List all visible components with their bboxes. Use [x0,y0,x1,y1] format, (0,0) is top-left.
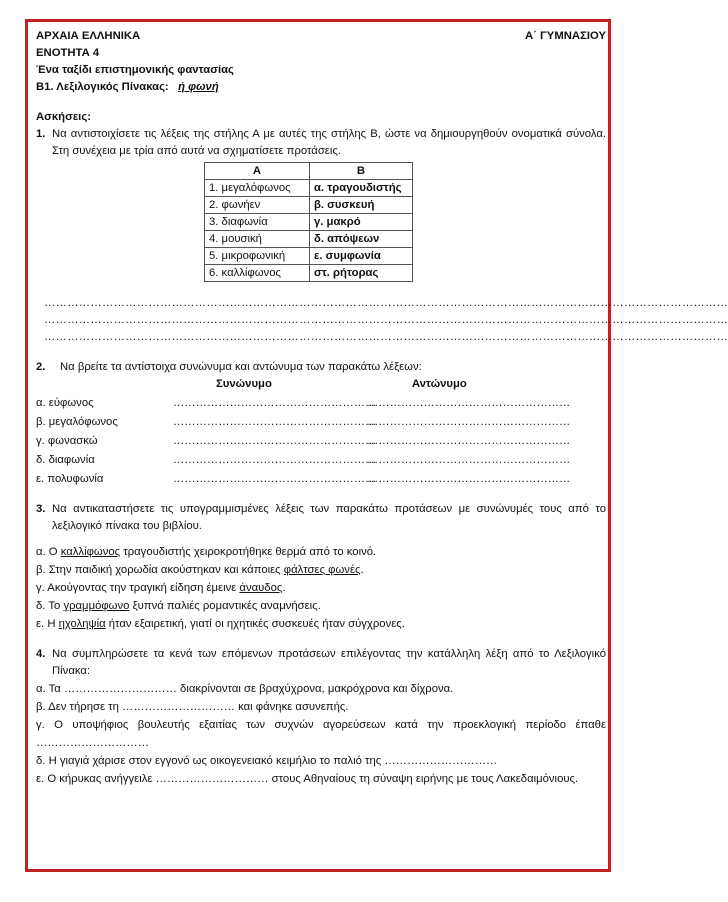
table-row: 1. μεγαλόφωνος α. τραγουδιστής [205,180,413,197]
sentence: α. Ο καλλίφωνος τραγουδιστής χειροκροτήθηκε θερμά από το κοινό. [36,546,377,558]
underlined-word: άναυδος [239,582,283,594]
exercise-2-instruction: 2. Να βρείτε τα αντίστοιχα συνώνυμα και αντώνυμα των παρακάτω λέξεων: [36,359,606,376]
fill-in-sentence[interactable]: γ. Ο υποψήφιος βουλευτής εξαιτίας των συχνών αγορεύσεων κατά την προεκλογική περίοδο έπαθε ………………………… [36,719,606,749]
answer-line[interactable]: …………………………………………………………………………………………………………………………………………………………… [44,331,728,343]
exercise-3-number: 3. [36,503,46,515]
underlined-word: ηχοληψία [58,618,106,630]
table-row: 3. διαφωνία γ. μακρό [205,214,413,231]
unit-title: Ένα ταξίδι επιστημονικής φαντασίας [36,64,234,76]
answer-line[interactable]: …………………………………………………………………………………………………………………………………………………………… [44,297,728,309]
underlined-word: γραμμόφωνο [63,600,130,612]
section-word: ή φωνή [178,81,219,93]
unit-label: ΕΝΟΤΗΤΑ 4 [36,47,100,59]
list-item: β. μεγαλόφωνος ……………………………………………… ……………………………………………… [36,412,606,431]
table-header-row [205,163,413,180]
exercise-2-number: 2. [36,361,46,373]
exercises-label: Ασκήσεις: [36,111,91,123]
column-a-header: Α [205,163,310,180]
fill-in-sentence[interactable]: β. Δεν τήρησε τη ………………………… και φάνηκε ασυνεπής. [36,701,349,713]
list-item: γ. φωνασκώ ……………………………………………… ……………………………………………… [36,431,606,450]
list-item: ε. πολυφωνία ……………………………………………… ……………………………………………… [36,469,606,488]
sentence: β. Στην παιδική χορωδία ακούστηκαν και κάποιες φάλτσες φωνές. [36,564,364,576]
answer-line[interactable]: …………………………………………………………………………………………………………………………………………………………… [44,314,728,326]
exercise-1-number: 1. [36,128,46,140]
sentence: γ. Ακούγοντας την τραγική είδηση έμεινε άναυδος. [36,582,286,594]
column-b-header: Β [310,163,413,180]
matching-table [204,162,413,282]
exercise-4-instruction: 4. Να συμπληρώσετε τα κενά των επόμενων προτάσεων επιλέγοντας την κατάλληλη λέξη από το Λεξιλογικό Πίνακα: [36,646,606,680]
subject-title: ΑΡΧΑΙΑ ΕΛΛΗΝΙΚΑ [36,30,141,42]
antonym-blank[interactable]: ……………………………………………… [367,473,571,485]
section-heading [36,79,606,96]
fill-in-sentence[interactable]: δ. Η γιαγιά χάρισε στον εγγονό ως οικογενειακό κειμήλιο το παλιό της ………………………… [36,755,498,767]
list-item: δ. διαφωνία ……………………………………………… ……………………………………………… [36,450,606,469]
exercise-1-instruction: 1. Να αντιστοιχίσετε τις λέξεις της στήλης Α με αυτές της στήλης Β, ώστε να δημιουργηθούν ονοματικά σύνολα. Στη συνέχεια με τρία από αυτά να σχηματίσετε προτάσεις. [36,126,606,160]
worksheet [36,28,728,788]
synonym-header: Συνώνυμο [216,378,272,390]
table-row: 4. μουσική δ. απόψεων [205,231,413,248]
synonym-blank[interactable]: ……………………………………………… [173,416,377,428]
antonym-blank[interactable]: ……………………………………………… [367,454,571,466]
exercise-4-sentences [36,680,606,788]
exercise-3-sentences [36,543,606,633]
exercise-2-column-headers [36,376,606,393]
antonym-blank[interactable]: ……………………………………………… [367,435,571,447]
table-row: 5. μικροφωνική ε. συμφωνία [205,248,413,265]
list-item: α. εύφωνος ……………………………………………… ……………………………………………… [36,393,606,412]
exercise-4-number: 4. [36,648,46,660]
exercise-3-instruction: 3. Να αντικαταστήσετε τις υπογραμμισμένες λέξεις των παρακάτω προτάσεων με συνώνυμές τους από το λεξιλογικό πίνακα του βιβλίου. [36,501,606,535]
synonym-blank[interactable]: ……………………………………………… [173,473,377,485]
underlined-word: καλλίφωνος [60,546,121,558]
underlined-word: φάλτσες φωνές [283,564,361,576]
synonym-blank[interactable]: ……………………………………………… [173,454,377,466]
fill-in-sentence[interactable]: α. Τα ………………………… διακρίνονται σε βραχύχρονα, μακρόχρονα και δίχρονα. [36,683,454,695]
antonym-header: Αντώνυμο [411,378,467,390]
synonym-blank[interactable]: ……………………………………………… [173,435,377,447]
antonym-blank[interactable]: ……………………………………………… [367,397,571,409]
fill-in-sentence[interactable]: ε. Ο κήρυκας ανήγγειλε ………………………… στους Αθηναίους τη σύναψη ειρήνης με τους Λακεδαιμόνιους. [36,773,579,785]
sentence: ε. Η ηχοληψία ήταν εξαιρετική, γιατί οι ηχητικές συσκευές ήταν σύγχρονες. [36,618,405,630]
antonym-blank[interactable]: ……………………………………………… [367,416,571,428]
table-row: 2. φωνήεν β. συσκευή [205,197,413,214]
table-row: 6. καλλίφωνος στ. ρήτορας [205,265,413,282]
synonym-blank[interactable]: ……………………………………………… [173,397,377,409]
grade-label: Α΄ ΓΥΜΝΑΣΙΟΥ [524,30,606,42]
section-label: Β1. Λεξιλογικός Πίνακας: [36,81,169,93]
sentence: δ. Το γραμμόφωνο ξυπνά παλιές ρομαντικές αναμνήσεις. [36,600,321,612]
header-row [36,28,606,45]
